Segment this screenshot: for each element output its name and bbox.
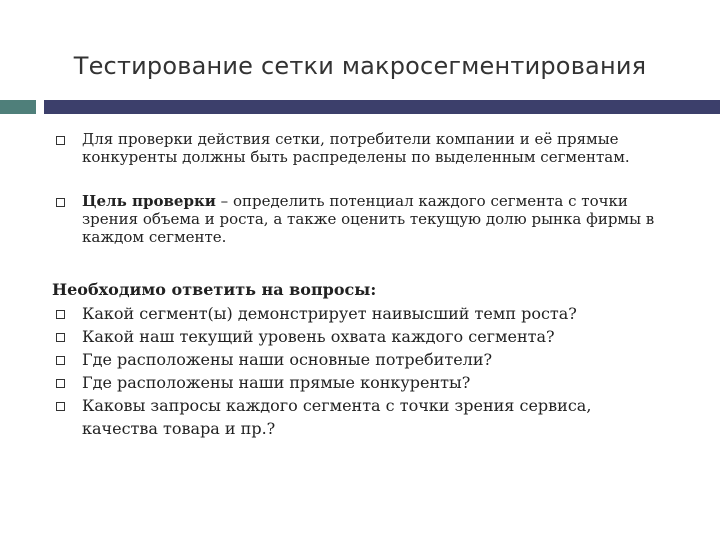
square-bullet-icon (56, 136, 65, 145)
bullet-list (52, 130, 672, 272)
question-text: Где расположены наши прямые конкуренты? (82, 373, 471, 392)
square-bullet-icon (56, 198, 65, 207)
bullet-text: Для проверки действия сетки, потребители компании и её прямые конкуренты должны быть распределены по выделенным сегментам. (82, 130, 630, 166)
square-bullet-icon (56, 310, 65, 319)
question-item (52, 371, 672, 394)
square-bullet-icon (56, 379, 65, 388)
bullet-item (52, 192, 672, 246)
question-text: Какой наш текущий уровень охвата каждого сегмента? (82, 327, 555, 346)
question-text: Какой сегмент(ы) демонстрирует наивысший темп роста? (82, 304, 577, 323)
square-bullet-icon (56, 402, 65, 411)
square-bullet-icon (56, 333, 65, 342)
bullet-text: – определить потенциал каждого сегмента с точки зрения объема и роста, а также оценить текущую долю рынка фирмы в каждом сегменте. (82, 192, 655, 246)
question-item (52, 394, 672, 440)
page-title: Тестирование сетки макросегментирования (73, 52, 647, 80)
question-text: Где расположены наши основные потребители? (82, 350, 493, 369)
question-item (52, 302, 672, 325)
questions-section (52, 278, 672, 440)
accent-bar-navy (44, 100, 720, 114)
square-bullet-icon (56, 356, 65, 365)
question-text: Каковы запросы каждого сегмента с точки зрения сервиса, качества товара и пр.? (82, 396, 592, 438)
bullet-emphasis: Цель проверки (82, 192, 216, 210)
accent-bar-gap (36, 100, 44, 114)
question-item (52, 325, 672, 348)
bullet-item (52, 130, 672, 166)
questions-heading: Необходимо ответить на вопросы: (52, 280, 377, 299)
question-item (52, 348, 672, 371)
accent-bar-teal (0, 100, 36, 114)
